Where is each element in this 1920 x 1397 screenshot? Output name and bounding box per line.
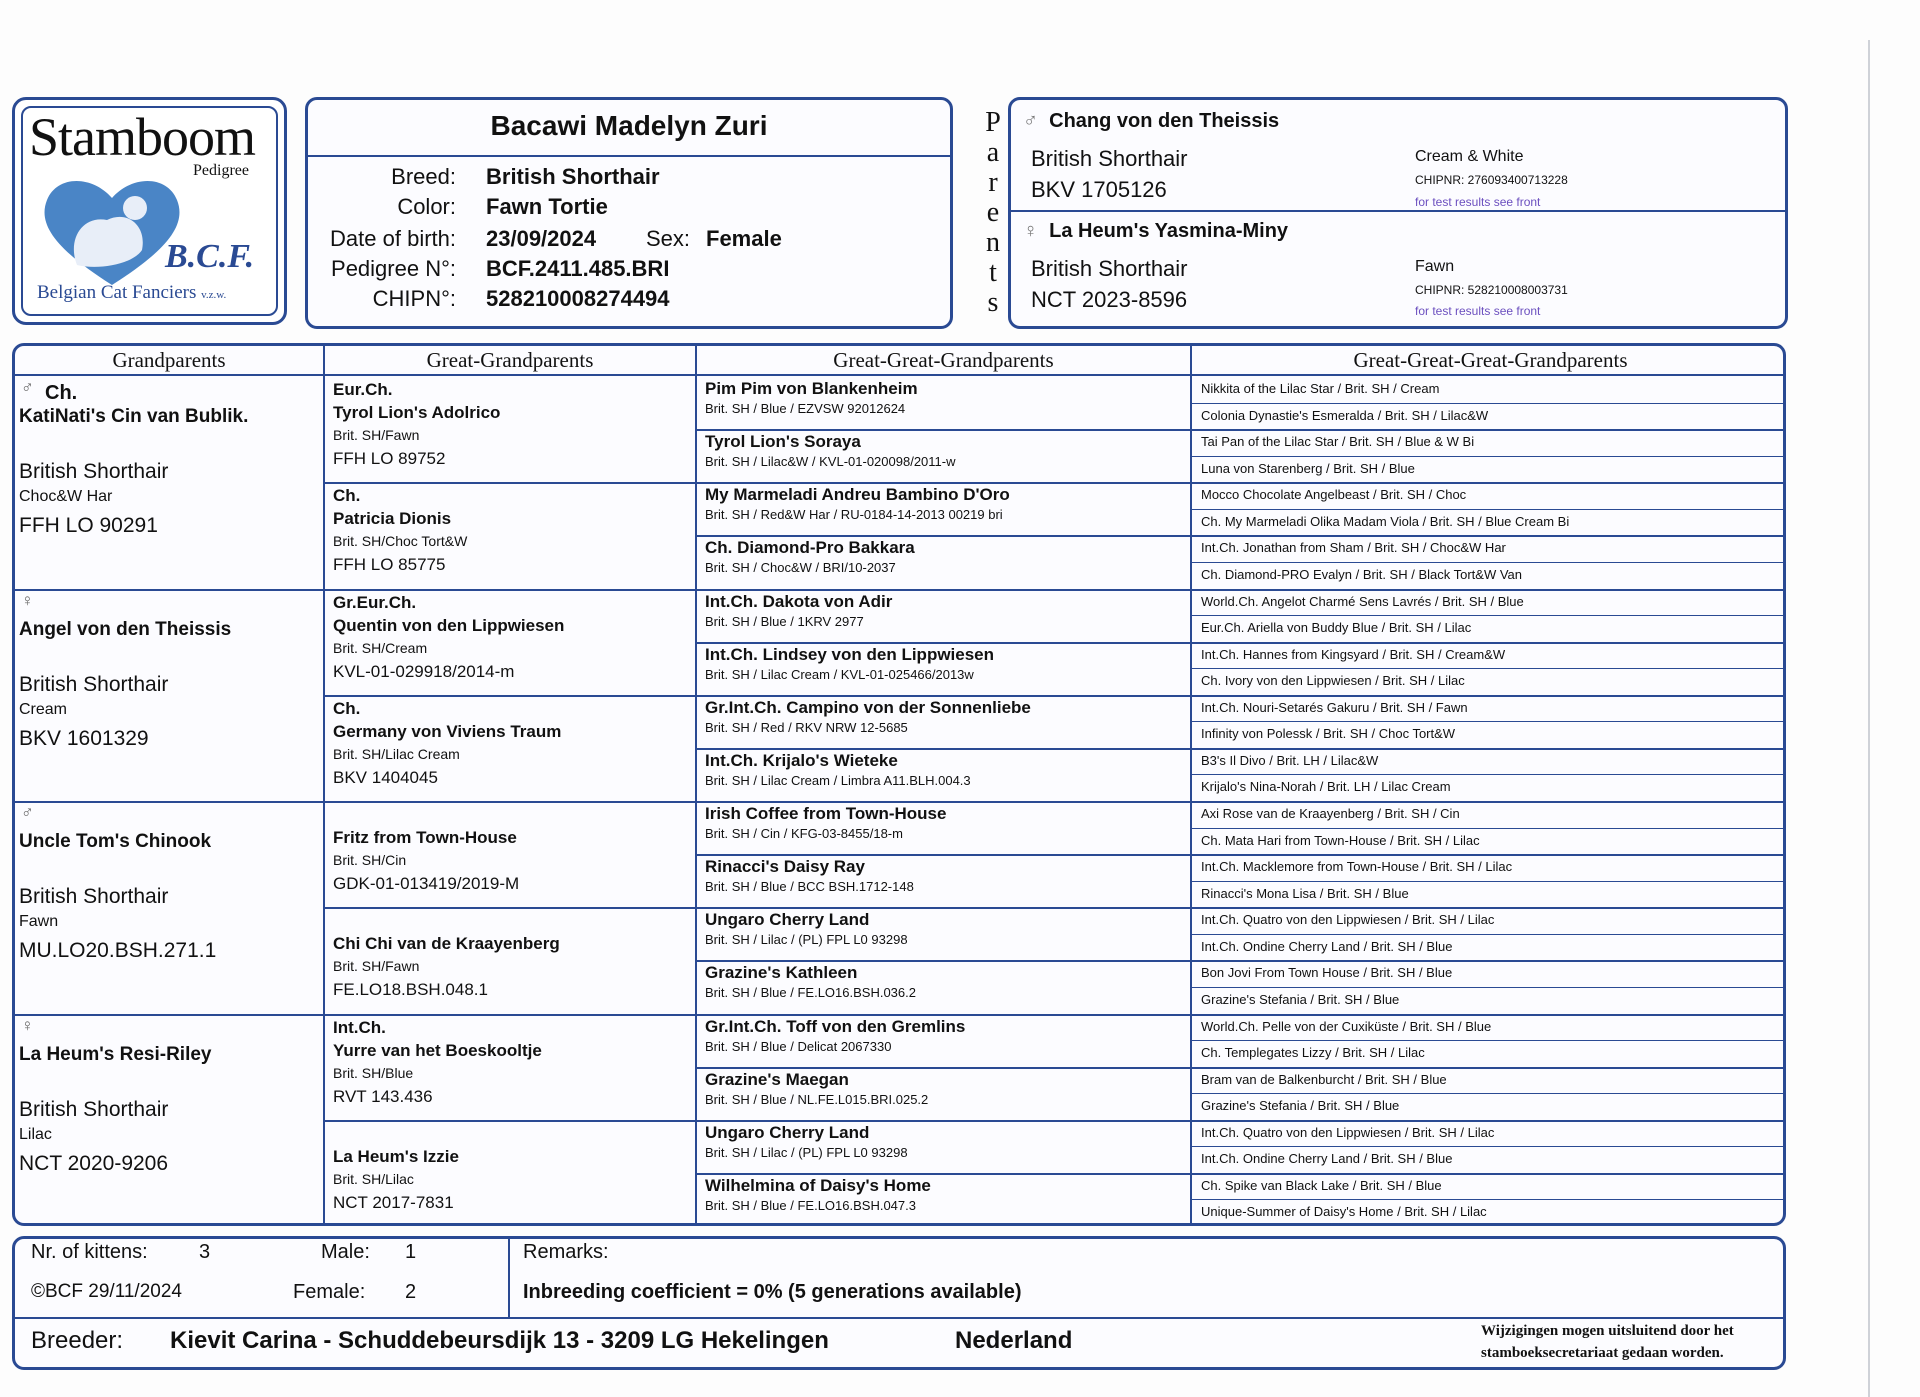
dam-name-text: La Heum's Yasmina-Miny bbox=[1049, 220, 1289, 242]
gggp-info: Brit. SH / Blue / NL.FE.L015.BRI.025.2 bbox=[705, 1091, 929, 1107]
row-rule bbox=[1190, 1093, 1783, 1094]
ggggp-entry: Int.Ch. Ondine Cherry Land / Brit. SH / Blue bbox=[1201, 938, 1453, 954]
ggggp-entry: Ch. Diamond-PRO Evalyn / Brit. SH / Black Tort&W Van bbox=[1201, 566, 1523, 582]
female-icon: ♀ bbox=[1023, 220, 1038, 242]
row-rule bbox=[15, 1014, 1783, 1016]
gggp-name: Wilhelmina of Daisy's Home bbox=[705, 1175, 931, 1195]
cat-name: Bacawi Madelyn Zuri bbox=[490, 110, 768, 141]
ggggp-entry: Int.Ch. Ondine Cherry Land / Brit. SH / Blue bbox=[1201, 1151, 1453, 1167]
male-icon: ♂ bbox=[1023, 110, 1038, 132]
parents-letter: n bbox=[986, 227, 1000, 258]
gggp-info: Brit. SH / Blue / Delicat 2067330 bbox=[705, 1038, 892, 1054]
footer-divider bbox=[508, 1239, 510, 1317]
gggp-name: Rinacci's Daisy Ray bbox=[705, 857, 865, 877]
female-label: Female: bbox=[293, 1281, 366, 1303]
footer-rule bbox=[15, 1317, 1783, 1319]
gggp-info: Brit. SH / Blue / 1KRV 2977 bbox=[705, 613, 864, 629]
ggggp-entry: Int.Ch. Nouri-Setarés Gakuru / Brit. SH / Fawn bbox=[1201, 699, 1468, 715]
row-rule bbox=[695, 1173, 1783, 1175]
row-rule bbox=[1190, 403, 1783, 404]
gggp-info: Brit. SH / Blue / FE.LO16.BSH.047.3 bbox=[705, 1197, 916, 1213]
row-rule bbox=[695, 1067, 1783, 1069]
breeder-label: Breeder: bbox=[31, 1327, 124, 1354]
grandparent-breed: British Shorthair bbox=[19, 1097, 169, 1121]
ggp-name: Quentin von den Lippwiesen bbox=[333, 615, 565, 635]
parents-letter: r bbox=[988, 167, 998, 198]
logo-suffix: v.z.w. bbox=[201, 289, 227, 301]
dob-value: 23/09/2024 bbox=[486, 226, 597, 251]
ggp-info: Brit. SH/Cream bbox=[333, 639, 428, 656]
row-rule bbox=[323, 1120, 1783, 1122]
kittens-label: Nr. of kittens: bbox=[31, 1241, 148, 1263]
pedigree-value: BCF.2411.485.BRI bbox=[486, 256, 670, 281]
ggp-reg: FFH LO 89752 bbox=[333, 449, 446, 468]
breeder-country: Nederland bbox=[955, 1327, 1073, 1354]
logo-initials: B.C.F. bbox=[165, 238, 255, 275]
row-rule bbox=[1190, 615, 1783, 616]
ggggp-entry: Colonia Dynastie's Esmeralda / Brit. SH / Lilac&W bbox=[1201, 407, 1489, 423]
row-rule bbox=[15, 801, 1783, 803]
header-gggg: Great-Great-Great-Grandparents bbox=[1353, 348, 1628, 372]
grandparent-reg: MU.LO20.BSH.271.1 bbox=[19, 939, 217, 962]
ggp-name: Yurre van het Boeskooltje bbox=[333, 1040, 542, 1060]
dam-reg: NCT 2023-8596 bbox=[1031, 287, 1188, 312]
note-line2: stamboeksecretariaat gedaan worden. bbox=[1481, 1345, 1724, 1361]
parents-label bbox=[982, 108, 1004, 318]
sire-name bbox=[1023, 110, 1279, 133]
row-rule bbox=[1190, 1040, 1783, 1041]
logo-subtitle: Pedigree bbox=[193, 162, 249, 179]
gggp-info: Brit. SH / Red&W Har / RU-0184-14-2013 00219 bri bbox=[705, 507, 1003, 523]
row-rule bbox=[695, 960, 1783, 962]
dam-breed: British Shorthair bbox=[1031, 256, 1188, 281]
ggp-title: Ch. bbox=[333, 486, 361, 506]
ggggp-entry: Int.Ch. Macklemore from Town-House / Brit. SH / Lilac bbox=[1201, 859, 1513, 875]
gggp-name: Irish Coffee from Town-House bbox=[705, 804, 947, 823]
ggp-info: Brit. SH/Lilac Cream bbox=[333, 745, 460, 762]
ggp-reg: NCT 2017-7831 bbox=[333, 1192, 454, 1212]
gggp-info: Brit. SH / Choc&W / BRI/10-2037 bbox=[705, 560, 896, 576]
ggggp-entry: Luna von Starenberg / Brit. SH / Blue bbox=[1201, 460, 1415, 476]
color-label: Color: bbox=[397, 194, 456, 219]
sire-color: Cream & White bbox=[1415, 148, 1524, 165]
ggp-name: Chi Chi van de Kraayenberg bbox=[333, 934, 560, 954]
ggp-reg: FE.LO18.BSH.048.1 bbox=[333, 980, 488, 1000]
gggp-info: Brit. SH / Cin / KFG-03-8455/18-m bbox=[705, 826, 903, 841]
header-ggg: Great-Great-Grandparents bbox=[833, 348, 1054, 372]
ggp-info: Brit. SH/Choc Tort&W bbox=[333, 533, 468, 550]
ggggp-entry: World.Ch. Pelle von der Cuxiküste / Brit. SH / Blue bbox=[1201, 1018, 1492, 1034]
gggp-name: Grazine's Maegan bbox=[705, 1069, 849, 1089]
ggggp-entry: Rinacci's Mona Lisa / Brit. SH / Blue bbox=[1201, 885, 1409, 901]
ggggp-entry: Int.Ch. Jonathan from Sham / Brit. SH / Choc&W Har bbox=[1201, 540, 1506, 556]
row-rule bbox=[1190, 562, 1783, 563]
grandparent-breed: British Shorthair bbox=[19, 672, 169, 696]
gggp-name: Pim Pim von Blankenheim bbox=[705, 379, 918, 398]
footer-box bbox=[12, 1236, 1786, 1370]
ggp-name: Tyrol Lion's Adolrico bbox=[333, 403, 501, 422]
divider bbox=[1011, 210, 1785, 212]
ggggp-entry: Tai Pan of the Lilac Star / Brit. SH / Blue & W Bi bbox=[1201, 434, 1475, 450]
gggp-info: Brit. SH / Blue / EZVSW 92012624 bbox=[705, 401, 906, 416]
ggggp-entry: Ch. Ivory von den Lippwiesen / Brit. SH / Lilac bbox=[1201, 673, 1465, 689]
chip-value: 528210008274494 bbox=[486, 286, 670, 311]
ggp-name: Patricia Dionis bbox=[333, 509, 452, 529]
ggp-reg: RVT 143.436 bbox=[333, 1086, 433, 1106]
parents-letter: e bbox=[986, 197, 1000, 228]
sire-breed: British Shorthair bbox=[1031, 146, 1188, 171]
row-rule bbox=[15, 589, 1783, 591]
sire-test-note: for test results see front bbox=[1415, 195, 1541, 209]
parents-letter: P bbox=[985, 107, 1001, 138]
row-rule bbox=[1190, 1199, 1783, 1200]
column-divider bbox=[695, 346, 697, 1223]
column-divider bbox=[1190, 346, 1192, 1223]
gggp-info: Brit. SH / Lilac / (PL) FPL L0 93298 bbox=[705, 1144, 908, 1160]
parents-letter: t bbox=[989, 257, 997, 288]
sex-value: Female bbox=[706, 226, 782, 251]
ggggp-entry: World.Ch. Angelot Charmé Sens Lavrés / Brit. SH / Blue bbox=[1201, 593, 1524, 609]
grandparent-name: Angel von den Theissis bbox=[19, 618, 232, 640]
male-icon: ♂ bbox=[21, 378, 34, 397]
ggp-title: Ch. bbox=[333, 698, 361, 718]
ggp-title: Eur.Ch. bbox=[333, 380, 393, 399]
row-rule bbox=[1190, 828, 1783, 829]
male-icon: ♂ bbox=[21, 803, 34, 822]
ggp-reg: BKV 1404045 bbox=[333, 767, 438, 787]
ggggp-entry: Ch. Mata Hari from Town-House / Brit. SH / Lilac bbox=[1201, 832, 1480, 848]
row-rule bbox=[323, 482, 1783, 484]
gggp-info: Brit. SH / Lilac / (PL) FPL L0 93298 bbox=[705, 932, 908, 948]
grandparent-breed: British Shorthair bbox=[19, 885, 169, 908]
row-rule bbox=[323, 695, 1783, 697]
column-divider bbox=[323, 346, 325, 1223]
header-rule bbox=[15, 374, 1783, 376]
ggp-name: La Heum's Izzie bbox=[333, 1146, 459, 1166]
grandparent-color: Cream bbox=[19, 700, 68, 718]
ggggp-entry: Int.Ch. Hannes from Kingsyard / Brit. SH / Cream&W bbox=[1201, 646, 1506, 662]
parents-box bbox=[1008, 97, 1788, 329]
inbreeding: Inbreeding coefficient = 0% (5 generations available) bbox=[523, 1281, 1022, 1303]
dam-name bbox=[1023, 220, 1288, 243]
ggggp-entry: Grazine's Stefania / Brit. SH / Blue bbox=[1201, 1098, 1400, 1114]
pedigree-table bbox=[12, 343, 1786, 1226]
gggp-name: Gr.Int.Ch. Toff von den Gremlins bbox=[705, 1016, 966, 1036]
ggp-name: Germany von Viviens Traum bbox=[333, 721, 562, 741]
dam-chip: CHIPNR: 528210008003731 bbox=[1415, 283, 1568, 297]
divider bbox=[308, 155, 950, 157]
gggp-info: Brit. SH / Lilac Cream / KVL-01-025466/2013w bbox=[705, 666, 974, 682]
gggp-name: Ungaro Cherry Land bbox=[705, 910, 870, 930]
male-value: 1 bbox=[405, 1241, 417, 1263]
ggp-info: Brit. SH/Blue bbox=[333, 1064, 414, 1081]
grandparent-color: Fawn bbox=[19, 913, 59, 930]
row-rule bbox=[1190, 774, 1783, 775]
ggggp-entry: Axi Rose van de Kraayenberg / Brit. SH / Cin bbox=[1201, 806, 1460, 821]
row-rule bbox=[695, 429, 1783, 431]
pedigree-label: Pedigree N°: bbox=[331, 256, 456, 281]
row-rule bbox=[1190, 721, 1783, 722]
grandparent-name: Uncle Tom's Chinook bbox=[19, 831, 212, 852]
color-value: Fawn Tortie bbox=[486, 194, 608, 219]
logo-org bbox=[37, 282, 226, 304]
sire-reg: BKV 1705126 bbox=[1031, 177, 1167, 202]
parents-letter: a bbox=[986, 137, 1000, 168]
gggp-info: Brit. SH / Lilac&W / KVL-01-020098/2011-w bbox=[705, 454, 956, 470]
gggp-info: Brit. SH / Blue / FE.LO16.BSH.036.2 bbox=[705, 985, 916, 1001]
grandparent-reg: FFH LO 90291 bbox=[19, 514, 158, 537]
row-rule bbox=[695, 535, 1783, 537]
grandparent-reg: NCT 2020-9206 bbox=[19, 1151, 169, 1175]
ggggp-entry: Grazine's Stefania / Brit. SH / Blue bbox=[1201, 991, 1400, 1007]
ggp-title: Gr.Eur.Ch. bbox=[333, 592, 417, 612]
grandparent-breed: British Shorthair bbox=[19, 460, 169, 483]
ggggp-entry: Eur.Ch. Ariella von Buddy Blue / Brit. SH / Lilac bbox=[1201, 620, 1472, 636]
row-rule bbox=[1190, 987, 1783, 988]
ggggp-entry: Int.Ch. Quatro von den Lippwiesen / Brit. SH / Lilac bbox=[1201, 912, 1495, 928]
ggp-reg: FFH LO 85775 bbox=[333, 555, 446, 575]
ggp-info: Brit. SH/Fawn bbox=[333, 958, 420, 975]
dam-test-note: for test results see front bbox=[1415, 304, 1541, 318]
dam-color: Fawn bbox=[1415, 258, 1455, 275]
ggggp-entry: Int.Ch. Quatro von den Lippwiesen / Brit. SH / Lilac bbox=[1201, 1124, 1495, 1140]
grandparent-color: Lilac bbox=[19, 1125, 52, 1143]
ggp-name: Fritz from Town-House bbox=[333, 828, 517, 847]
ggggp-entry: Mocco Chocolate Angelbeast / Brit. SH / Choc bbox=[1201, 487, 1467, 503]
cat-info-box bbox=[305, 97, 953, 329]
remarks-label: Remarks: bbox=[523, 1241, 609, 1263]
male-label: Male: bbox=[321, 1241, 370, 1263]
ggp-title: Int.Ch. bbox=[333, 1017, 386, 1037]
row-rule bbox=[1190, 934, 1783, 935]
chip-label: CHIPN°: bbox=[372, 286, 456, 311]
header-grandparents: Grandparents bbox=[112, 348, 226, 372]
gggp-info: Brit. SH / Lilac Cream / Limbra A11.BLH.004.3 bbox=[705, 772, 971, 788]
ggp-info: Brit. SH/Cin bbox=[333, 852, 407, 868]
ggggp-entry: Unique-Summer of Daisy's Home / Brit. SH / Lilac bbox=[1201, 1204, 1487, 1220]
row-rule bbox=[1190, 509, 1783, 510]
gggp-name: Grazine's Kathleen bbox=[705, 963, 858, 983]
logo-title: Stamboom bbox=[29, 107, 256, 167]
logo-org-name: Belgian Cat Fanciers bbox=[37, 282, 197, 303]
ggp-info: Brit. SH/Lilac bbox=[333, 1170, 414, 1187]
ggggp-entry: B3's Il Divo / Brit. LH / Lilac&W bbox=[1201, 752, 1379, 768]
grandparent-name: La Heum's Resi-Riley bbox=[19, 1043, 212, 1065]
paper-edge bbox=[1868, 40, 1870, 1397]
row-rule bbox=[1190, 1146, 1783, 1147]
ggggp-entry: Bon Jovi From Town House / Brit. SH / Blue bbox=[1201, 965, 1453, 981]
breeder-value: Kievit Carina - Schuddebeursdijk 13 - 3209 LG Hekelingen bbox=[170, 1327, 829, 1354]
gggp-name: My Marmeladi Andreu Bambino D'Oro bbox=[705, 485, 1010, 505]
bcf-logo bbox=[12, 97, 287, 325]
dob-label: Date of birth: bbox=[330, 226, 456, 251]
sire-name-text: Chang von den Theissis bbox=[1049, 110, 1280, 132]
grandparent-name: KatiNati's Cin van Bublik. bbox=[19, 406, 249, 427]
ggggp-entry: Ch. My Marmeladi Olika Madam Viola / Brit. SH / Blue Cream Bi bbox=[1201, 513, 1570, 529]
gggp-name: Tyrol Lion's Soraya bbox=[705, 432, 861, 452]
ggggp-entry: Ch. Spike van Black Lake / Brit. SH / Blue bbox=[1201, 1177, 1442, 1193]
header-great-grandparents: Great-Grandparents bbox=[426, 348, 594, 372]
grandparent-reg: BKV 1601329 bbox=[19, 726, 149, 750]
kittens-value: 3 bbox=[199, 1241, 211, 1263]
gggp-name: Int.Ch. Krijalo's Wieteke bbox=[705, 750, 898, 770]
gggp-name: Int.Ch. Lindsey von den Lippwiesen bbox=[705, 644, 995, 664]
female-icon: ♀ bbox=[21, 590, 34, 610]
gggp-name: Int.Ch. Dakota von Adir bbox=[705, 591, 893, 611]
row-rule bbox=[695, 642, 1783, 644]
breed-label: Breed: bbox=[391, 164, 456, 189]
row-rule bbox=[1190, 668, 1783, 669]
breed-value: British Shorthair bbox=[486, 164, 660, 189]
ggggp-entry: Nikkita of the Lilac Star / Brit. SH / Cream bbox=[1201, 381, 1440, 396]
ggp-reg: GDK-01-013419/2019-M bbox=[333, 874, 520, 893]
row-rule bbox=[1190, 881, 1783, 882]
gggp-name: Ch. Diamond-Pro Bakkara bbox=[705, 538, 915, 558]
gggp-name: Gr.Int.Ch. Campino von der Sonnenliebe bbox=[705, 697, 1031, 717]
gp-title: Ch. bbox=[45, 382, 78, 404]
copyright: ©BCF 29/11/2024 bbox=[31, 1281, 182, 1302]
ggp-reg: KVL-01-029918/2014-m bbox=[333, 661, 515, 681]
ggggp-entry: Ch. Templegates Lizzy / Brit. SH / Lilac bbox=[1201, 1045, 1425, 1061]
ggp-info: Brit. SH/Fawn bbox=[333, 427, 420, 443]
female-value: 2 bbox=[405, 1281, 417, 1303]
row-rule bbox=[695, 748, 1783, 750]
parents-letter: s bbox=[987, 287, 999, 318]
ggggp-entry: Infinity von Polessk / Brit. SH / Choc Tort&W bbox=[1201, 726, 1456, 742]
row-rule bbox=[1190, 456, 1783, 457]
grandparent-color: Choc&W Har bbox=[19, 488, 113, 505]
ggggp-entry: Krijalo's Nina-Norah / Brit. LH / Lilac Cream bbox=[1201, 779, 1451, 795]
gggp-info: Brit. SH / Blue / BCC BSH.1712-148 bbox=[705, 879, 914, 895]
note-line1: Wijzigingen mogen uitsluitend door het bbox=[1481, 1323, 1734, 1339]
ggggp-entry: Bram van de Balkenburcht / Brit. SH / Blue bbox=[1201, 1071, 1447, 1087]
sex-label: Sex: bbox=[646, 226, 691, 251]
row-rule bbox=[323, 907, 1783, 909]
female-icon: ♀ bbox=[21, 1015, 34, 1035]
sire-chip: CHIPNR: 276093400713228 bbox=[1415, 173, 1568, 187]
gggp-name: Ungaro Cherry Land bbox=[705, 1122, 870, 1142]
gggp-info: Brit. SH / Red / RKV NRW 12-5685 bbox=[705, 719, 908, 735]
row-rule bbox=[695, 854, 1783, 856]
